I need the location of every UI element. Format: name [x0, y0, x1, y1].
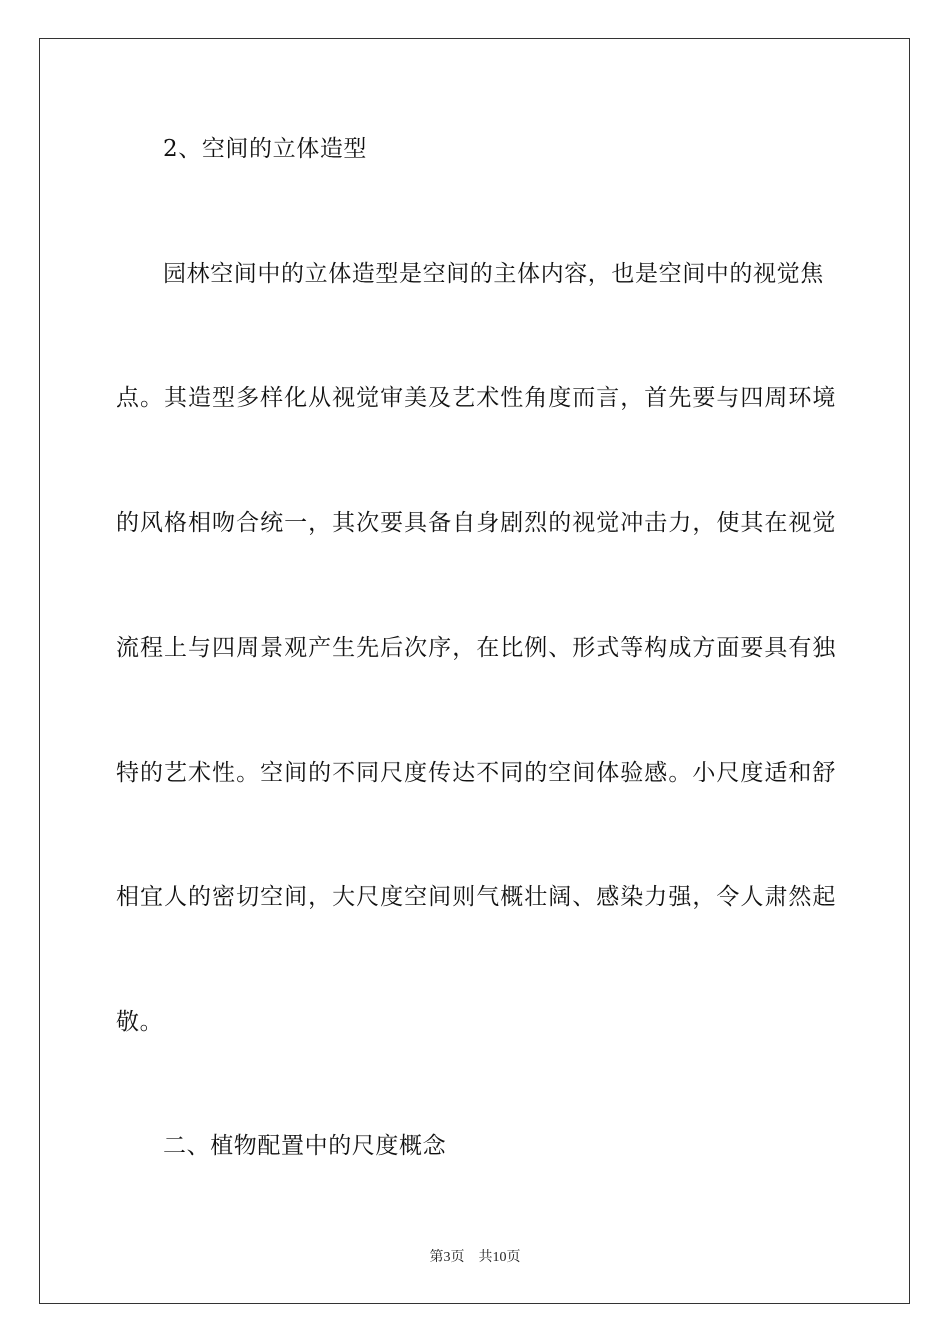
paragraph-line-7: 敬。 — [116, 1009, 164, 1035]
paragraph-line-2: 点。其造型多样化从视觉审美及艺术性角度而言，首先要与四周环境 — [116, 385, 836, 411]
paragraph-line-3: 的风格相吻合统一，其次要具备自身剧烈的视觉冲击力，使其在视觉 — [116, 510, 836, 536]
paragraph-line-4: 流程上与四周景观产生先后次序，在比例、形式等构成方面要具有独 — [116, 635, 836, 661]
paragraph-line-5: 特的艺术性。空间的不同尺度传达不同的空间体验感。小尺度适和舒 — [116, 760, 836, 786]
page-number-footer: 第3页 共10页 — [429, 1250, 521, 1265]
page-border — [39, 38, 910, 1304]
section-heading-spatial-form: 2、空间的立体造型 — [163, 136, 368, 162]
paragraph-line-6: 相宜人的密切空间，大尺度空间则气概壮阔、感染力强，令人肃然起 — [116, 884, 836, 910]
section-heading-plant-scale: 二、植物配置中的尺度概念 — [163, 1133, 447, 1159]
paragraph-line-1: 园林空间中的立体造型是空间的主体内容，也是空间中的视觉焦 — [163, 261, 824, 287]
